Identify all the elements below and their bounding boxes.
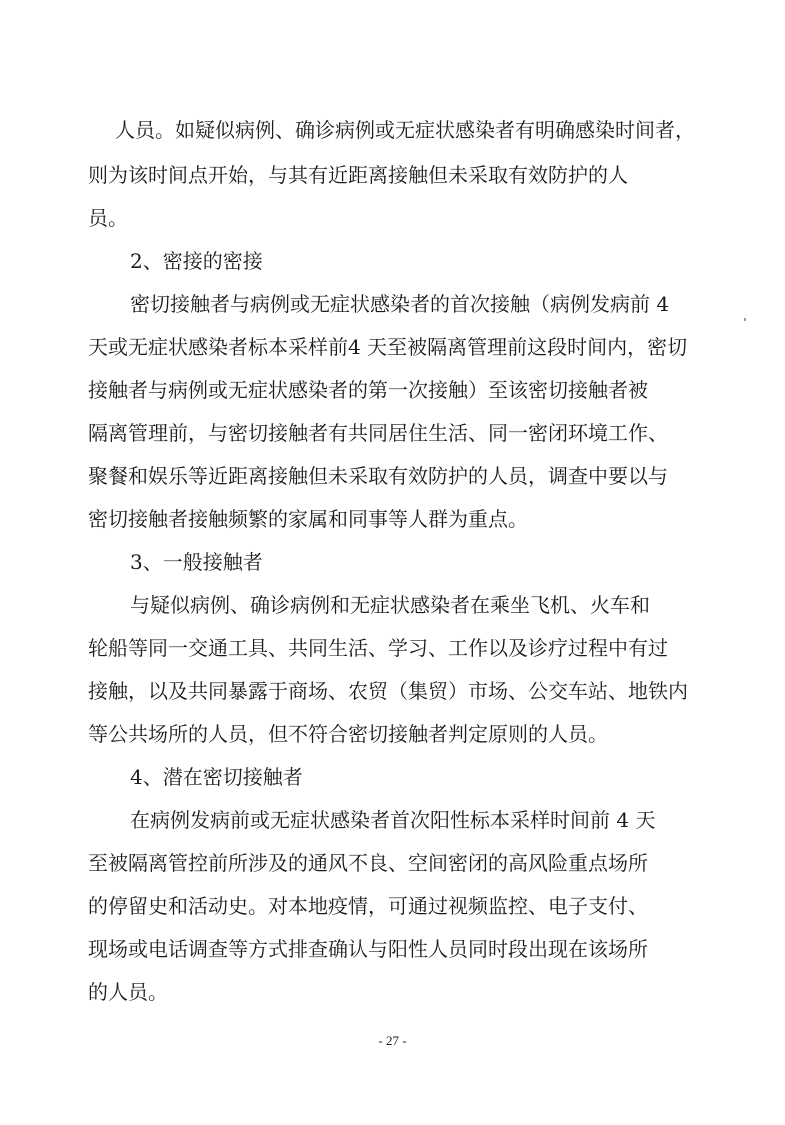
scan-speck <box>744 318 746 321</box>
body-text-line: 至被隔离管控前所涉及的通风不良、空间密闭的高风险重点场所 <box>88 851 648 875</box>
body-text-line: 员。 <box>88 206 128 230</box>
body-text-line: 则为该时间点开始，与其有近距离接触但未采取有效防护的人 <box>88 163 628 187</box>
section-heading: 3、一般接触者 <box>130 550 263 574</box>
body-text-line: 的人员。 <box>88 980 168 1004</box>
page-number: - 27 - <box>378 1033 407 1048</box>
body-text-line: 接触，以及共同暴露于商场、农贸（集贸）市场、公交车站、地铁内 <box>88 679 688 703</box>
body-text-line: 接触者与病例或无症状感染者的第一次接触）至该密切接触者被 <box>88 378 648 402</box>
body-text-line: 人员。如疑似病例、确诊病例或无症状感染者有明确感染时间者， <box>115 118 695 142</box>
body-text-line: 密切接触者接触频繁的家属和同事等人群为重点。 <box>88 507 528 531</box>
body-text-line: 的停留史和活动史。对本地疫情，可通过视频监控、电子支付、 <box>88 894 648 918</box>
body-text-line: 轮船等同一交通工具、共同生活、学习、工作以及诊疗过程中有过 <box>88 636 668 660</box>
body-text-line: 在病例发病前或无症状感染者首次阳性标本采样时间前 4 天 <box>130 808 656 832</box>
body-text-line: 与疑似病例、确诊病例和无症状感染者在乘坐飞机、火车和 <box>130 593 650 617</box>
body-text-line: 密切接触者与病例或无症状感染者的首次接触（病例发病前 4 <box>130 292 670 316</box>
body-text-line: 隔离管理前，与密切接触者有共同居住生活、同一密闭环境工作、 <box>88 421 668 445</box>
section-heading: 4、潜在密切接触者 <box>130 765 303 789</box>
body-text-line: 等公共场所的人员，但不符合密切接触者判定原则的人员。 <box>88 722 608 746</box>
body-text-line: 天或无症状感染者标本采样前4 天至被隔离管理前这段时间内，密切 <box>88 335 688 359</box>
body-text-line: 现场或电话调查等方式排查确认与阳性人员同时段出现在该场所 <box>88 937 648 961</box>
section-heading: 2、密接的密接 <box>130 249 263 273</box>
body-text-line: 聚餐和娱乐等近距离接触但未采取有效防护的人员，调查中要以与 <box>88 464 668 488</box>
